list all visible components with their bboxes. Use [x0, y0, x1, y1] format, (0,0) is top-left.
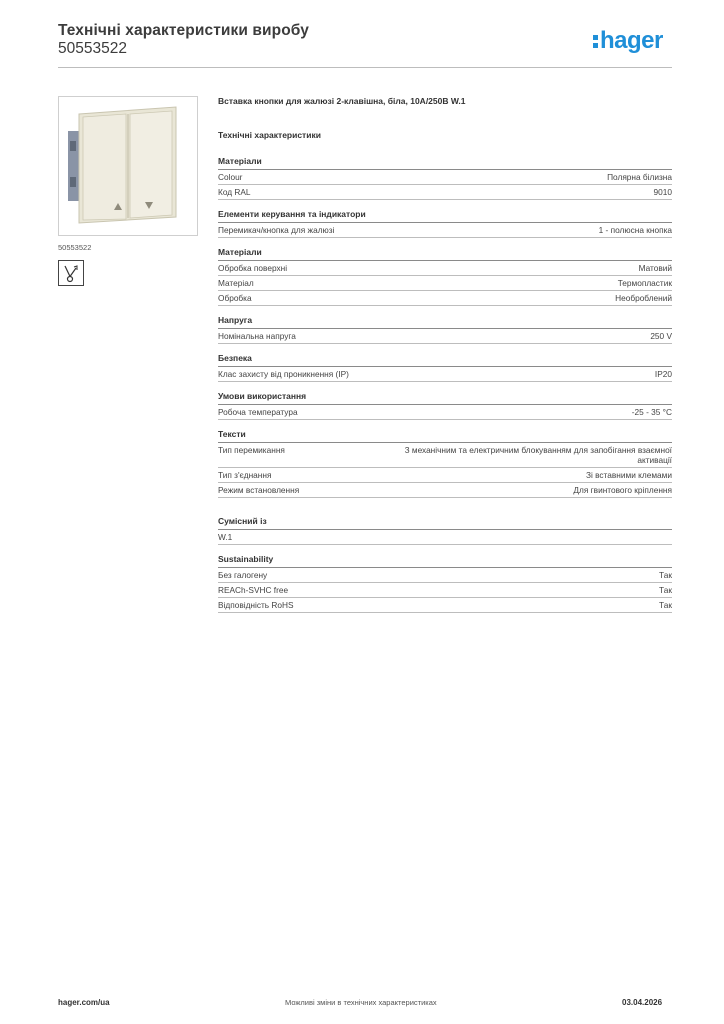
spec-row: [218, 530, 672, 545]
spec-value: 250 V: [650, 331, 672, 341]
spec-group: [218, 209, 672, 238]
spec-group-title: Умови використання: [218, 391, 672, 405]
spec-group-title: Безпека: [218, 353, 672, 367]
blind-control-icon: [58, 260, 84, 286]
spec-row: [218, 367, 672, 382]
photo-caption: 50553522: [58, 243, 92, 252]
spec-value: Матовий: [638, 263, 672, 273]
spec-row: [218, 276, 672, 291]
spec-key: Перемикач/кнопка для жалюзі: [218, 225, 335, 235]
spec-key: Без галогену: [218, 570, 268, 580]
spec-key: Обробка: [218, 293, 252, 303]
page-title: Технічні характеристики виробу: [58, 22, 309, 39]
spec-row: [218, 291, 672, 306]
hager-logo[interactable]: [593, 28, 663, 54]
spec-group-title: Тексти: [218, 429, 672, 443]
logo-text: hager: [600, 27, 663, 54]
spec-group: [218, 429, 672, 498]
switch-insert-image: [59, 97, 197, 235]
spec-key: REACh-SVHC free: [218, 585, 289, 595]
spec-group: [218, 247, 672, 306]
spec-table: [218, 156, 672, 622]
spec-value: Необроблений: [615, 293, 672, 303]
footer-note: Можливі зміни в технічних характеристиках: [285, 998, 437, 1007]
spec-group: [218, 315, 672, 344]
spec-key: Обробка поверхні: [218, 263, 288, 273]
spec-row: [218, 261, 672, 276]
spec-row: [218, 185, 672, 200]
spec-key: Відповідність RoHS: [218, 600, 294, 610]
spec-group: [218, 156, 672, 200]
spec-row: [218, 223, 672, 238]
spec-heading: Технічні характеристики: [218, 130, 321, 140]
spec-key: Режим встановлення: [218, 485, 300, 495]
spec-row: [218, 583, 672, 598]
spec-value: -25 - 35 °C: [631, 407, 672, 417]
footer-website-link[interactable]: hager.com/ua: [58, 998, 110, 1007]
spec-group-title: Напруга: [218, 315, 672, 329]
spec-value: 9010: [653, 187, 672, 197]
spec-key: Код RAL: [218, 187, 251, 197]
spec-row: [218, 468, 672, 483]
product-photo: [58, 96, 198, 236]
spec-value: Так: [659, 570, 672, 580]
spec-key: Тип з'єднання: [218, 470, 272, 480]
footer-date: 03.04.2026: [622, 998, 663, 1007]
spec-value: IP20: [654, 369, 672, 379]
spec-key: Номінальна напруга: [218, 331, 296, 341]
spec-group-title: Сумісний із: [218, 516, 672, 530]
spec-group: [218, 516, 672, 545]
logo-dot-icon: [593, 35, 598, 40]
spec-key: W.1: [218, 532, 233, 542]
spec-value: Зі вставними клемами: [585, 470, 672, 480]
spec-value: Так: [659, 585, 672, 595]
spec-value: Так: [659, 600, 672, 610]
spec-value: Для гвинтового кріплення: [573, 485, 672, 495]
spec-row: [218, 170, 672, 185]
spec-group-title: Sustainability: [218, 554, 672, 568]
spec-row: [218, 483, 672, 498]
spec-group: [218, 554, 672, 613]
spec-group: [218, 353, 672, 382]
spec-value: З механічним та електричним блокуванням для запобігання взаємної активації: [404, 445, 672, 465]
spec-key: Colour: [218, 172, 243, 182]
spec-row: [218, 443, 672, 468]
spec-key: Клас захисту від проникнення (IP): [218, 369, 349, 379]
spec-key: Тип перемикання: [218, 445, 285, 455]
spec-value: Термопластик: [617, 278, 672, 288]
spec-group: [218, 391, 672, 420]
spec-value: 1 - полюсна кнопка: [598, 225, 672, 235]
spec-group-title: Матеріали: [218, 247, 672, 261]
spec-row: [218, 568, 672, 583]
spec-group-title: Елементи керування та індикатори: [218, 209, 672, 223]
spec-key: Матеріал: [218, 278, 254, 288]
spec-row: [218, 405, 672, 420]
product-title: Вставка кнопки для жалюзі 2-клавішна, біла, 10А/250В W.1: [218, 96, 466, 106]
header-divider: [58, 67, 672, 68]
spec-group-title: Матеріали: [218, 156, 672, 170]
spec-row: [218, 598, 672, 613]
logo-dot-icon: [593, 43, 598, 48]
spec-row: [218, 329, 672, 344]
spec-key: Робоча температура: [218, 407, 298, 417]
spec-value: Полярна білизна: [607, 172, 672, 182]
product-number: 50553522: [58, 40, 127, 57]
